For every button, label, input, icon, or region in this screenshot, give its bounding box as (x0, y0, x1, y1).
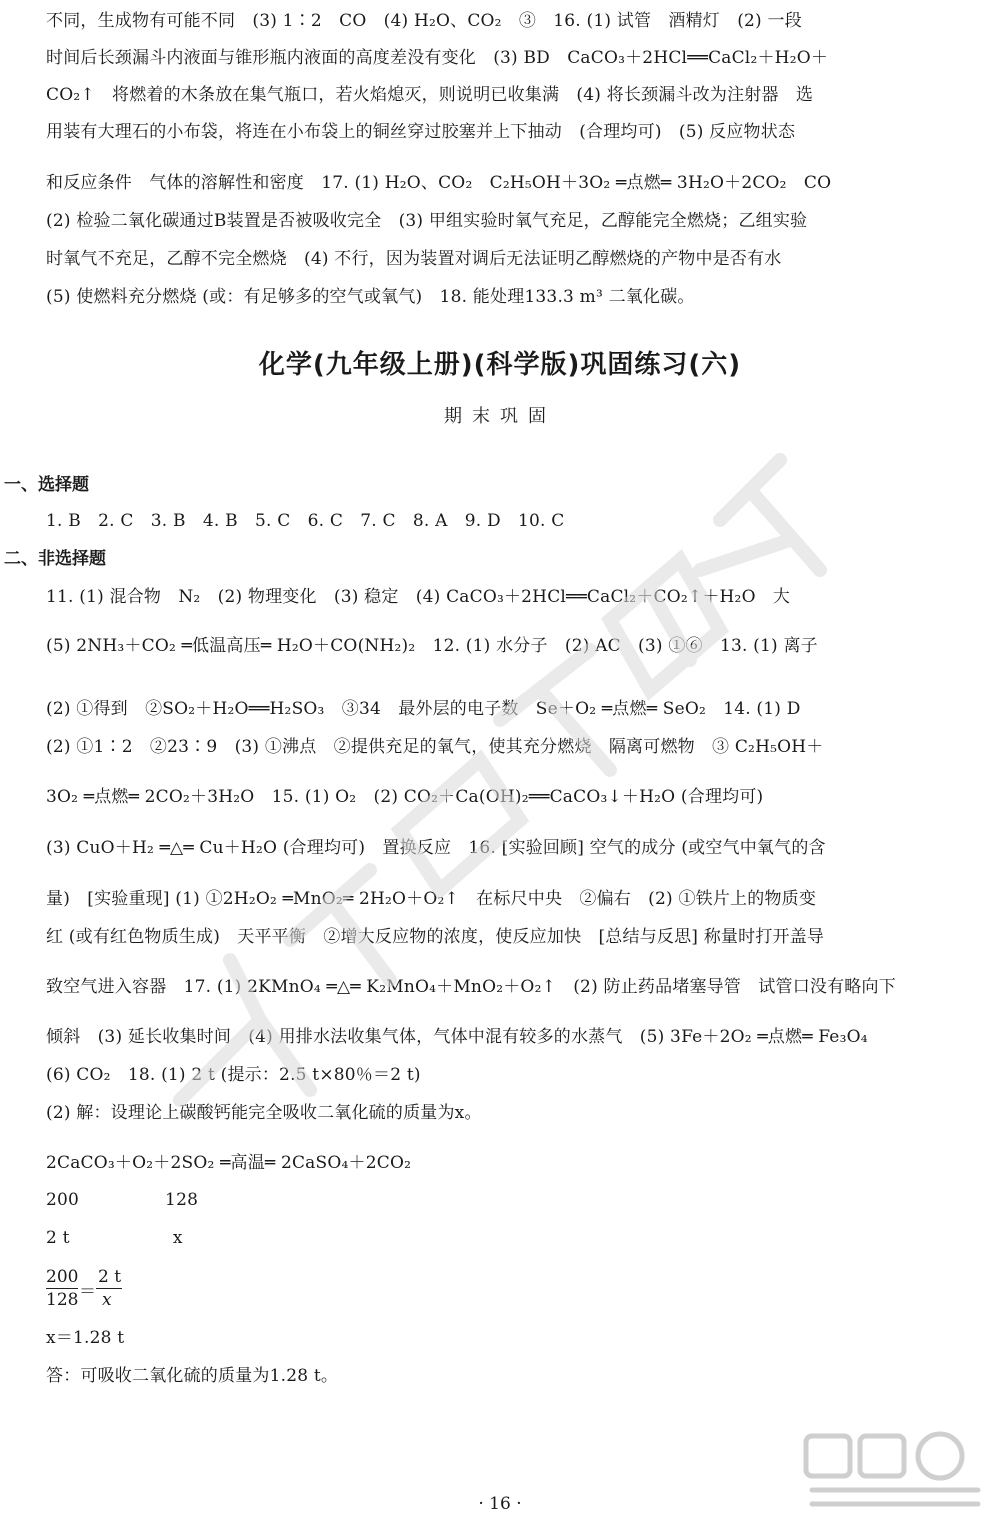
fraction-numerator: 200 (46, 1267, 79, 1287)
mass-ratio-line: 2 t x (46, 1228, 183, 1248)
text-line: 量) [实验重现] (1) ①2H₂O₂ ═MnO₂═ 2H₂O＋O₂↑ 在标尺中央 ②偏右 (2) ①铁片上的物质变 (46, 889, 817, 909)
text-line: (6) CO₂ 18. (1) 2 t (提示：2.5 t×80％＝2 t) (46, 1065, 421, 1085)
text-line: 倾斜 (3) 延长收集时间 (4) 用排水法收集气体，气体中混有较多的水蒸气 (5) 3Fe＋2O₂ ═点燃═ Fe₃O₄ (46, 1027, 868, 1047)
fraction-bar (46, 1288, 78, 1289)
text-line: 11. (1) 混合物 N₂ (2) 物理变化 (3) 稳定 (4) CaCO₃＋2HCl══CaCl₂＋CO₂↑＋H₂O 大 (46, 587, 791, 607)
section-heading-choice: 一、选择题 (4, 475, 89, 495)
fraction-bar (96, 1288, 122, 1289)
text-line: (2) ①得到 ②SO₂＋H₂O══H₂SO₃ ③34 最外层的电子数 Se＋O₂ ═点燃═ SeO₂ 14. (1) D (46, 699, 801, 719)
text-line: 和反应条件 气体的溶解性和密度 17. (1) H₂O、CO₂ C₂H₅OH＋3O₂ ═点燃═ 3H₂O＋2CO₂ CO (46, 173, 832, 193)
text-line: 红 (或有红色物质生成) 天平平衡 ②增大反应物的浓度，使反应加快 [总结与反思] 称量时打开盖导 (46, 927, 825, 947)
text-line: 时氧气不充足，乙醇不完全燃烧 (4) 不行，因为装置对调后无法证明乙醇燃烧的产物中是否有水 (46, 249, 782, 269)
text-line: 3O₂ ═点燃═ 2CO₂＋3H₂O 15. (1) O₂ (2) CO₂＋Ca(OH)₂══CaCO₃↓＋H₂O (合理均可) (46, 787, 764, 807)
text-line: (2) 检验二氧化碳通过B装置是否被吸收完全 (3) 甲组实验时氧气充足，乙醇能完全燃烧；乙组实验 (46, 211, 808, 231)
section-heading-nonchoice: 二、非选择题 (4, 549, 106, 569)
page-title: 化学(九年级上册)(科学版)巩固练习(六) (258, 350, 742, 380)
text-line: (2) ①1∶2 ②23∶9 (3) ①沸点 ②提供充足的氧气，使其充分燃烧 隔离可燃物 ③ C₂H₅OH＋ (46, 737, 824, 757)
text-line: 用装有大理石的小布袋，将连在小布袋上的铜丝穿过胶塞并上下抽动 (合理均可) (5) 反应物状态 (46, 122, 796, 142)
mass-ratio-line: 200 128 (46, 1190, 199, 1210)
equation-line: 2CaCO₃＋O₂＋2SO₂ ═高温═ 2CaSO₄＋2CO₂ (46, 1153, 412, 1173)
text-line: (5) 使燃料充分燃烧 (或：有足够多的空气或氧气) 18. 能处理133.3 m³ 二氧化碳。 (46, 287, 695, 307)
equals-sign: ＝ (79, 1282, 96, 1302)
fraction-denominator: x (102, 1290, 112, 1310)
text-line: 不同，生成物有可能不同 (3) 1∶2 CO (4) H₂O、CO₂ ③ 16. (1) 试管 酒精灯 (2) 一段 (46, 11, 802, 31)
text-line: 致空气进入容器 17. (1) 2KMnO₄ ═△═ K₂MnO₄＋MnO₂＋O₂↑ (2) 防止药品堵塞导管 试管口没有略向下 (46, 977, 896, 997)
result-line: x＝1.28 t (46, 1328, 125, 1348)
proportion-fraction (46, 1267, 126, 1311)
page-number: · 16 · (478, 1494, 522, 1514)
page-subtitle: 期末巩固 (444, 406, 556, 427)
fraction-numerator: 2 t (98, 1267, 122, 1287)
text-line: (5) 2NH₃＋CO₂ ═低温高压═ H₂O＋CO(NH₂)₂ 12. (1) 水分子 (2) AC (3) ①⑥ 13. (1) 离子 (46, 636, 818, 656)
text-line: (3) CuO＋H₂ ═△═ Cu＋H₂O (合理均可) 置换反应 16. [实验回顾] 空气的成分 (或空气中氧气的含 (46, 838, 826, 858)
text-line: 时间后长颈漏斗内液面与锥形瓶内液面的高度差没有变化 (3) BD CaCO₃＋2HCl══CaCl₂＋H₂O＋ (46, 48, 829, 68)
fraction-denominator: 128 (46, 1290, 79, 1310)
choice-answers: 1. B 2. C 3. B 4. B 5. C 6. C 7. C 8. A 9. D 10. C (46, 511, 565, 531)
text-line: (2) 解：设理论上碳酸钙能完全吸收二氧化硫的质量为x。 (46, 1103, 482, 1123)
text-line: CO₂↑ 将燃着的木条放在集气瓶口，若火焰熄灭，则说明已收集满 (4) 将长颈漏斗改为注射器 选 (46, 85, 814, 105)
answer-line: 答：可吸收二氧化硫的质量为1.28 t。 (46, 1366, 339, 1386)
